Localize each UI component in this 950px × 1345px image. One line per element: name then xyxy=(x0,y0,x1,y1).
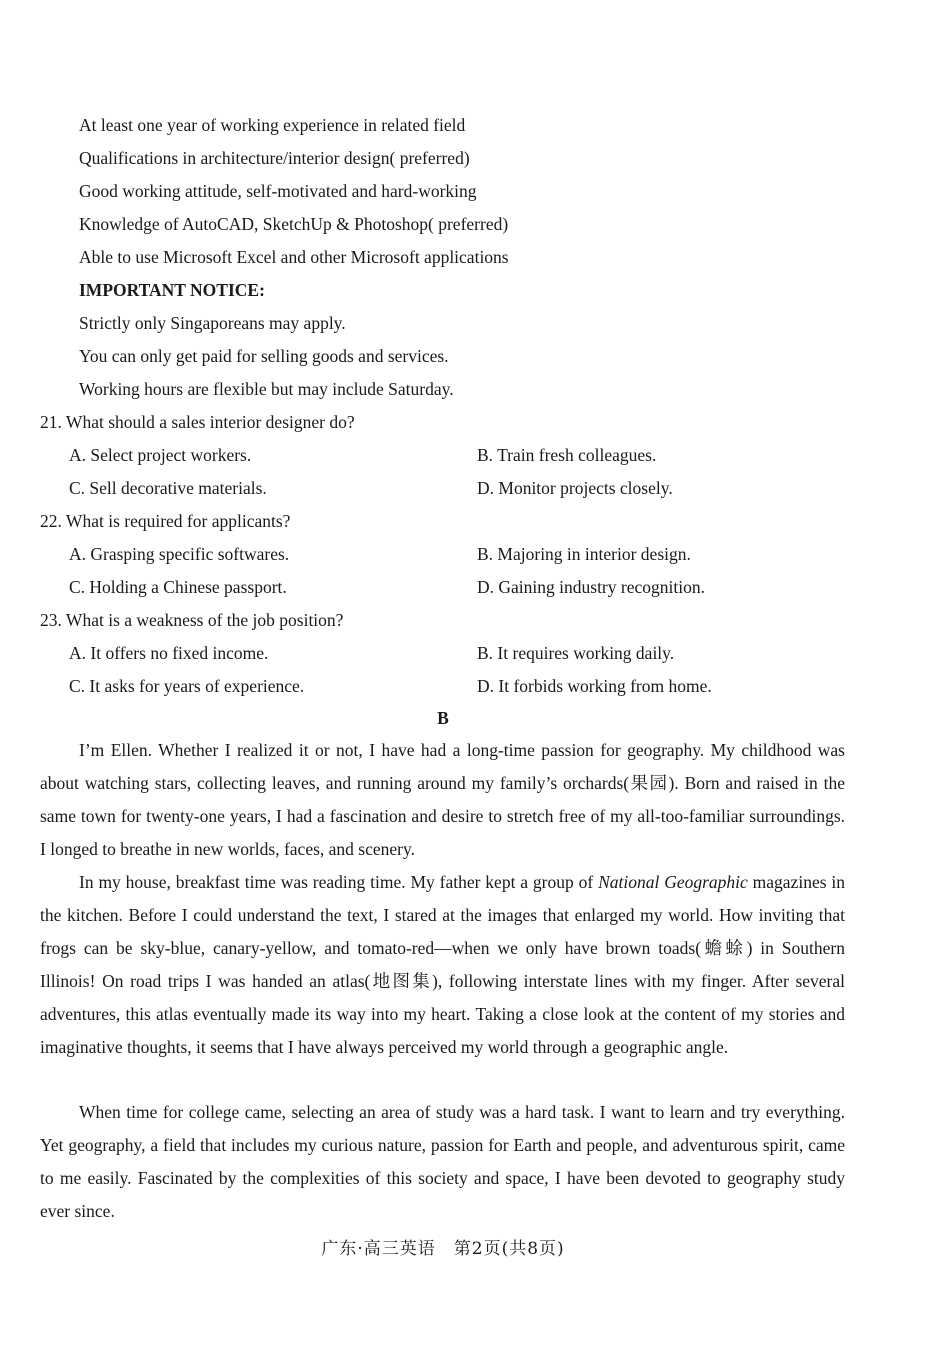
passage-paragraph-2-text-a: In my house, breakfast time was reading time. My father kept a group of xyxy=(79,872,599,892)
question-22-option-a: A. Grasping specific softwares. xyxy=(69,544,290,564)
notice-item: You can only get paid for selling goods and services. xyxy=(79,346,449,366)
notice-title: IMPORTANT NOTICE: xyxy=(79,280,265,300)
question-23-option-c: C. It asks for years of experience. xyxy=(69,676,305,696)
passage-paragraph-3: When time for college came, selecting an area of study was a hard task. I want to learn and try everything. Yet geography, a field that includes my curious nature, passion for Earth and people, and adventurous spirit, came to me easily. Fascinated by the complexities of this society and space, I have been devoted to geography study ever since. xyxy=(40,1102,845,1221)
requirement-item: Knowledge of AutoCAD, SketchUp & Photoshop( preferred) xyxy=(79,214,509,234)
requirement-item: At least one year of working experience in related field xyxy=(79,115,466,135)
question-23-option-d: D. It forbids working from home. xyxy=(477,676,712,696)
question-22-option-b: B. Majoring in interior design. xyxy=(477,544,691,564)
passage-paragraph-1: I’m Ellen. Whether I realized it or not, I have had a long-time passion for geography. My childhood was about watching stars, collecting leaves, and running around my family’s orchards(果园). Born and raised in the same town for twenty-one years, I had a fascination and desire to stretch free of my all-too-familiar surroundings. I longed to breathe in new worlds, faces, and scenery. xyxy=(40,740,845,859)
notice-item: Strictly only Singaporeans may apply. xyxy=(79,313,346,333)
question-23-option-b: B. It requires working daily. xyxy=(477,643,675,663)
question-21-option-b: B. Train fresh colleagues. xyxy=(477,445,657,465)
page-footer: 广东·高三英语 第2页(共8页) xyxy=(321,1239,565,1259)
question-22-option-c: C. Holding a Chinese passport. xyxy=(69,577,287,597)
passage-paragraph-2 xyxy=(40,866,845,1064)
question-22-stem: 22. What is required for applicants? xyxy=(40,511,291,531)
magazine-title: National Geographic xyxy=(598,872,748,892)
requirement-item: Good working attitude, self-motivated and hard-working xyxy=(79,181,477,201)
question-21-option-a: A. Select project workers. xyxy=(69,445,252,465)
question-23-option-a: A. It offers no fixed income. xyxy=(69,643,269,663)
section-b-heading: B xyxy=(437,708,449,728)
question-21-option-d: D. Monitor projects closely. xyxy=(477,478,673,498)
question-22-option-d: D. Gaining industry recognition. xyxy=(477,577,705,597)
requirement-item: Able to use Microsoft Excel and other Microsoft applications xyxy=(79,247,509,267)
question-21-stem: 21. What should a sales interior designer do? xyxy=(40,412,355,432)
passage-paragraph-2-text-b: magazines in the kitchen. Before I could understand the text, I stared at the images that enlarged my world. How inviting that frogs can be sky-blue, canary-yellow, and tomato-red—when we only have brown toads(蟾蜍) in Southern Illinois! On road trips I was handed an atlas(地图集), following interstate lines with my finger. After several adventures, this atlas eventually made its way into my heart. Taking a close look at the content of my stories and imaginative thoughts, it seems that I have always perceived my world through a geographic angle. xyxy=(40,872,845,1057)
requirement-item: Qualifications in architecture/interior design( preferred) xyxy=(79,148,470,168)
question-23-stem: 23. What is a weakness of the job position? xyxy=(40,610,344,630)
notice-item: Working hours are flexible but may include Saturday. xyxy=(79,379,454,399)
question-21-option-c: C. Sell decorative materials. xyxy=(69,478,267,498)
